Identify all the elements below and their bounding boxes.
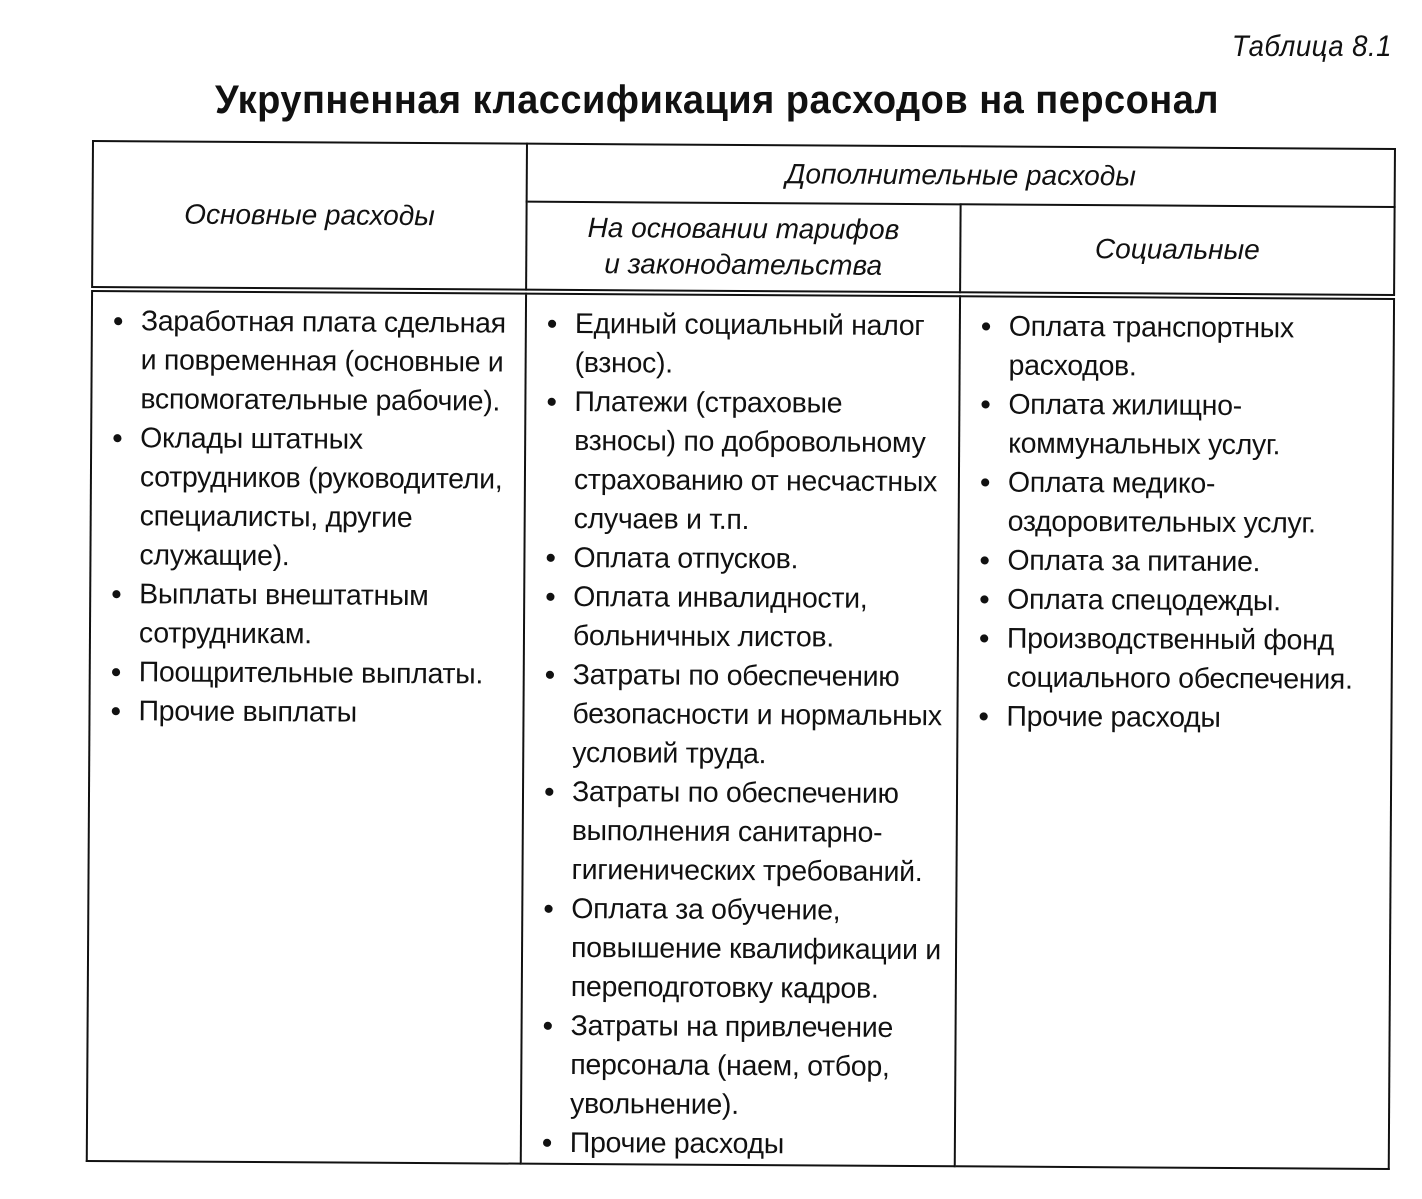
list-item: • Производственный фонд социального обеспечения. (973, 619, 1384, 700)
list-item: • Выплаты внештатным сотрудникам. (105, 575, 515, 656)
list-item: • Прочие расходы (536, 1124, 946, 1166)
header-social: Социальные (960, 204, 1395, 297)
table-body-row (87, 289, 1394, 1169)
list-item: • Поощрительные выплаты. (105, 653, 515, 695)
list-item: • Оплата транспортных расходов. (974, 307, 1385, 388)
table-caption: Таблица 8.1 (1232, 30, 1392, 63)
classification-table-frame (86, 140, 1396, 1168)
column-social-expenses (955, 294, 1394, 1169)
classification-table (86, 140, 1396, 1170)
header-additional-expenses: Дополнительные расходы (527, 144, 1395, 207)
header-tariff-line1: На основании тарифов (587, 212, 900, 245)
list-item: • Оплата инвалидности, больничных листов. (539, 578, 949, 659)
list-item: • Платежи (страховые взносы) по добровольному страхованию от несчастных случаев и т.п. (540, 383, 951, 542)
page-title: Укрупненная классификация расходов на персонал (215, 78, 1219, 122)
list-item: • Прочие выплаты (104, 692, 514, 734)
header-tariff-legislation (526, 202, 961, 295)
list-item: • Оплата за обучение, повышение квалификации и переподготовку кадров. (537, 890, 948, 1010)
list-item: • Оплата за питание. (973, 541, 1383, 583)
list-item: • Затраты по обеспечению безопасности и нормальных условий труда. (538, 656, 949, 776)
list-item: • Оплата отпусков. (539, 539, 949, 581)
social-expenses-list (972, 307, 1385, 738)
table-header (92, 141, 1395, 297)
tariff-expenses-list (536, 305, 951, 1165)
list-item: • Затраты на привлечение персонала (наем, отбор, увольнение). (536, 1007, 947, 1127)
list-item: • Заработная плата сдельная и повременная (основные и вспомогательные рабочие). (106, 302, 517, 422)
column-basic-expenses (87, 289, 526, 1164)
header-tariff-line2: и законодательства (604, 248, 883, 281)
list-item: • Оклады штатных сотрудников (руководители, специалисты, другие служащие). (105, 419, 516, 578)
list-item: • Прочие расходы (972, 697, 1382, 739)
list-item: • Оплата жилищно-коммунальных услуг. (974, 385, 1385, 466)
header-basic-expenses: Основные расходы (92, 141, 527, 292)
list-item: • Единый социальный налог (взнос). (541, 305, 951, 386)
basic-expenses-list (104, 302, 517, 733)
list-item: • Оплата медико-оздоровительных услуг. (974, 463, 1385, 544)
column-tariff-expenses (521, 292, 960, 1167)
list-item: • Затраты по обеспечению выполнения санитарно-гигиенических требований. (537, 773, 948, 893)
list-item: • Оплата спецодежды. (973, 580, 1383, 622)
